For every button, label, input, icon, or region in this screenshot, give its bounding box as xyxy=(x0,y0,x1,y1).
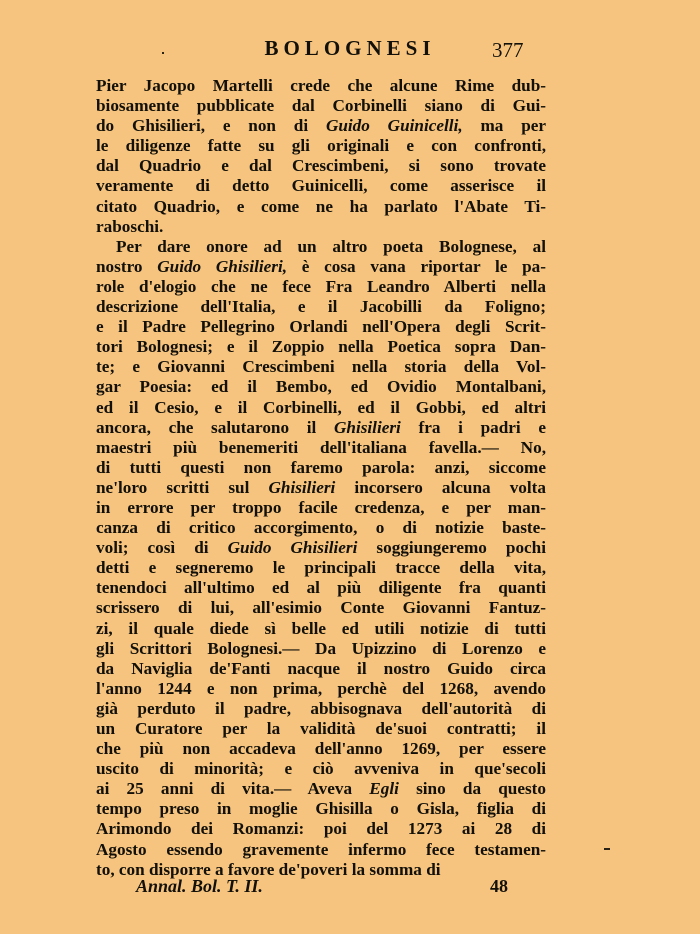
text-line: ne'loro scritti sul Ghisilieri incorsero alcuna volta xyxy=(96,477,546,497)
text-line: descrizione dell'Italia, e il Jacobilli da Foligno; xyxy=(96,297,546,317)
text-line: da Naviglia de'Fanti nacque il nostro Guido circa xyxy=(96,658,546,678)
text-line: in errore per troppo facile credenza, e per man- xyxy=(96,497,546,517)
text-line: canza di critico accorgimento, o di notizie baste- xyxy=(96,518,546,538)
text-line: ed il Cesio, e il Corbinelli, ed il Gobbi, ed altri xyxy=(96,397,546,417)
footer-signature-number: 48 xyxy=(490,876,508,896)
text-line: do Ghisilieri, e non di Guido Guinicelli, ma per xyxy=(96,116,547,136)
text-line: già perduto il padre, abbisognava dell'autorità di xyxy=(96,698,546,718)
text-line: nostro Guido Ghisilieri, è cosa vana riportar le pa- xyxy=(96,256,547,276)
text-line: zi, il quale diede sì belle ed utili notizie di tutti xyxy=(96,618,546,638)
text-line: ancora, che salutarono il Ghisilieri fra i padri e xyxy=(96,417,546,437)
text-line: raboschi. xyxy=(96,216,164,236)
text-line: tempo preso in moglie Ghisilla o Gisla, figlia di xyxy=(96,799,546,819)
running-header-title: BOLOGNESI xyxy=(264,36,436,60)
text-line: che più non accadeva dell'anno 1269, per essere xyxy=(96,739,546,759)
text-line: citato Quadrio, e come ne ha parlato l'Abate Ti- xyxy=(96,196,546,216)
text-line: veramente di detto Guinicelli, come asserisce il xyxy=(96,176,546,196)
text-line: un Curatore per la validità de'suoi contratti; il xyxy=(96,719,546,738)
body-text xyxy=(96,76,546,880)
text-line: maestri più benemeriti dell'italiana favella.— No, xyxy=(96,437,546,457)
text-line: e il Padre Pellegrino Orlandi nell'Opera degli Scrit- xyxy=(96,317,546,337)
text-line: uscito di minorità; e ciò avveniva in que'secoli xyxy=(96,759,546,779)
text-line: role d'elogio che ne fece Fra Leandro Alberti nella xyxy=(96,276,546,296)
text-line: ai 25 anni di vita.— Aveva Egli sino da questo xyxy=(96,779,546,799)
text-line: gar Poesia: ed il Bembo, ed Ovidio Montalbani, xyxy=(96,377,546,397)
text-line: Arimondo dei Romanzi: poi del 1273 ai 28 di xyxy=(96,819,546,839)
text-line: l'anno 1244 e non prima, perchè del 1268, avendo xyxy=(96,678,546,698)
text-line: scrissero di lui, all'esimio Conte Giovanni Fantuz- xyxy=(96,598,546,618)
text-line: tenendoci all'ultimo ed al più diligente fra quanti xyxy=(96,578,546,598)
text-line: te; e Giovanni Crescimbeni nella storia della Vol- xyxy=(96,357,546,377)
text-line: tori Bolognesi; e il Zoppio nella Poetica sopra Dan- xyxy=(96,337,546,357)
page-number: 377 xyxy=(492,38,524,62)
text-line: di tutti questi non faremo parola: anzi, siccome xyxy=(96,457,546,477)
footer-signature: Annal. Bol. T. II. xyxy=(136,876,263,896)
text-line: Agosto essendo gravemente infermo fece testamen- xyxy=(96,839,546,859)
text-line: le diligenze fatte su gli originali e con confronti, xyxy=(96,136,546,156)
text-line: Pier Jacopo Martelli crede che alcune Rime dub- xyxy=(96,76,546,95)
print-speck xyxy=(604,848,610,850)
print-speck xyxy=(162,52,164,54)
text-line: to, con disporre a favore de'poveri la somma di xyxy=(96,859,441,879)
text-line: biosamente pubblicate dal Corbinelli siano di Gui- xyxy=(96,96,546,116)
text-line: dal Quadrio e dal Crescimbeni, si sono trovate xyxy=(96,156,546,176)
text-line: detti e segneremo le principali tracce della vita, xyxy=(96,558,546,578)
text-line: gli Scrittori Bolognesi.— Da Upizzino di Lorenzo e xyxy=(96,638,546,658)
text-line: voli; così di Guido Ghisilieri soggiungeremo pochi xyxy=(96,538,547,558)
text-line: Per dare onore ad un altro poeta Bolognese, al xyxy=(116,236,546,256)
